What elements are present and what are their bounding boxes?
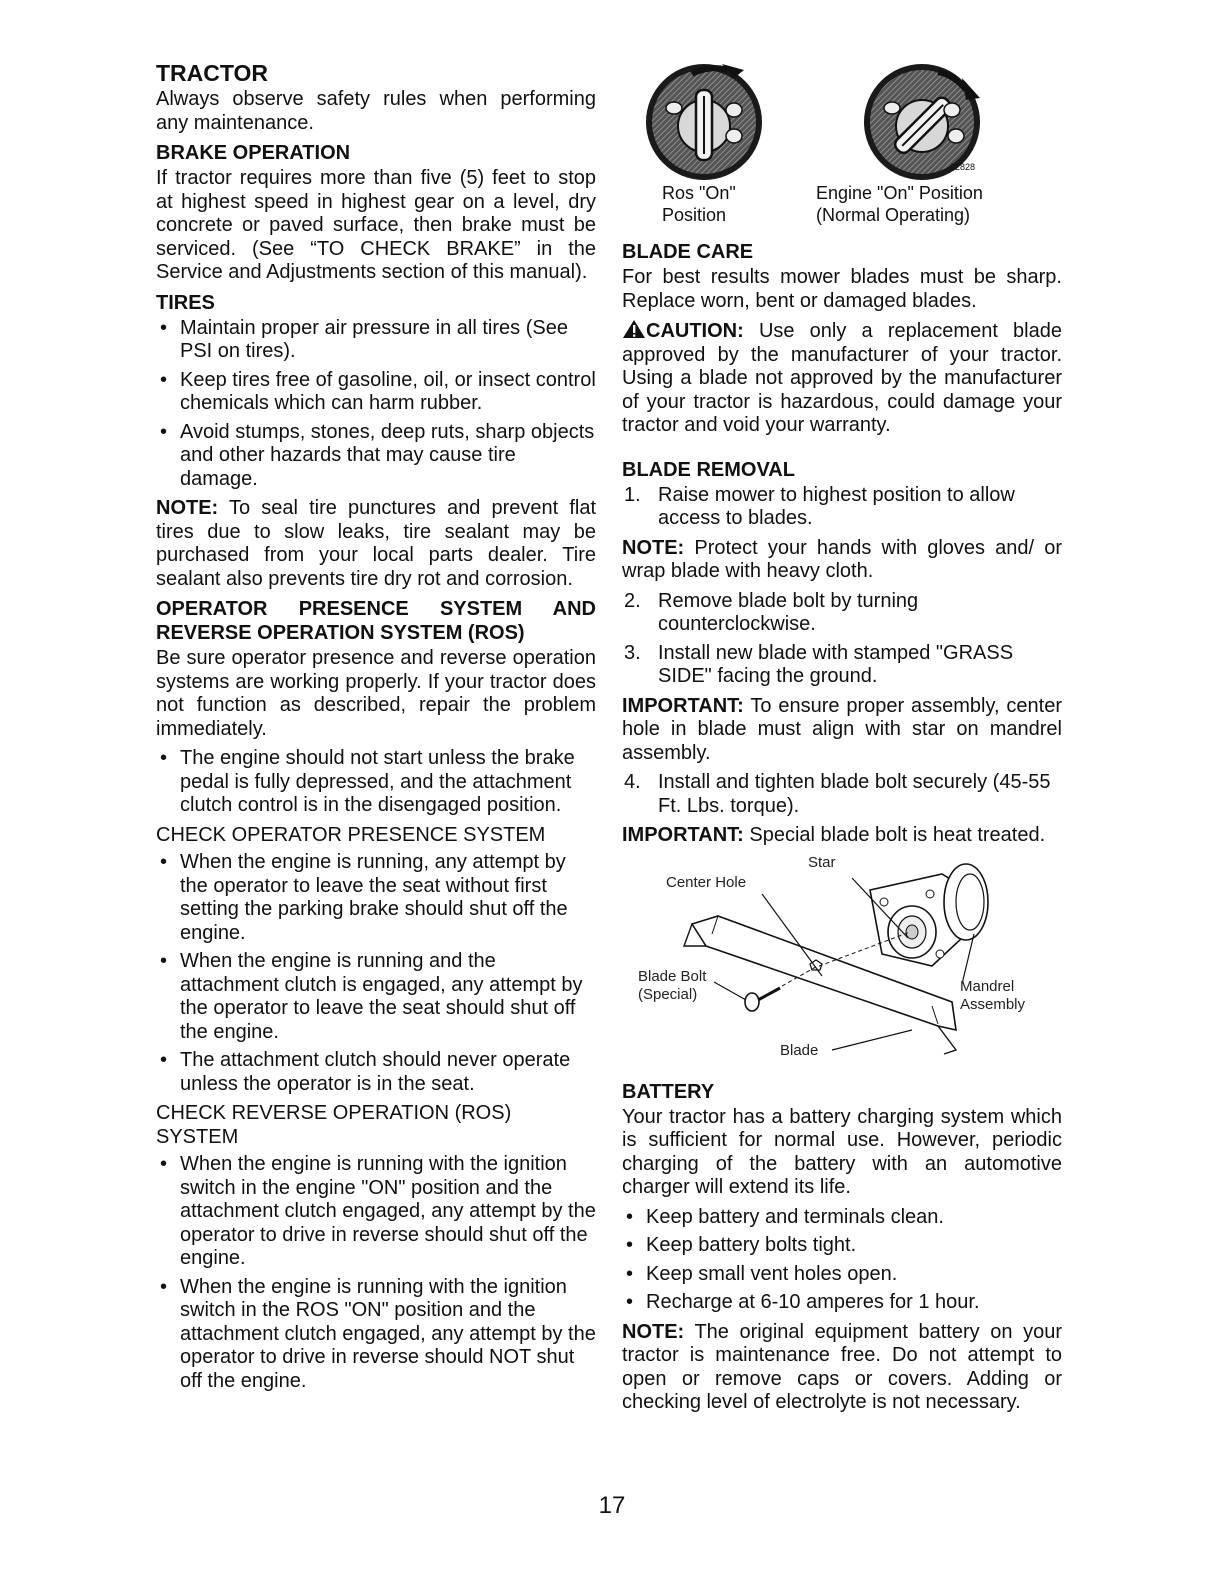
- note-label: NOTE:: [156, 497, 219, 519]
- caution-text: [622, 319, 1062, 438]
- battery-note: [622, 1321, 1062, 1415]
- label-blade-bolt-line1: Blade Bolt: [638, 967, 707, 985]
- battery-text: Your tractor has a battery charging system which is sufficient for normal use. However, periodic charging of the battery with an automotive charger will extend its life.: [622, 1105, 1062, 1198]
- engine-on-caption-line2: (Normal Operating): [816, 205, 971, 225]
- list-item: • When the engine is running and the attachment clutch is engaged, any attempt by the operator to leave the seat should shut off the engine.: [156, 950, 596, 1044]
- list-item: 4. Install and tighten blade bolt securely (45-55 Ft. Lbs. torque).: [624, 771, 1051, 817]
- important-text: Special blade bolt is heat treated.: [749, 824, 1046, 846]
- brake-operation-heading: BRAKE OPERATION: [156, 142, 351, 164]
- list-item: • Keep battery and terminals clean.: [622, 1206, 1062, 1230]
- label-blade-bolt-line2: (Special): [638, 985, 698, 1003]
- battery-list: [622, 1206, 1062, 1315]
- blade-removal-steps-a: [622, 484, 1062, 531]
- list-item: • When the engine is running with the ignition switch in the engine "ON" position and the attachment clutch engaged, any attempt by the operator to drive in reverse should shut off the engine.: [156, 1153, 596, 1271]
- label-star: Star: [808, 853, 836, 871]
- blade-removal-heading: BLADE REMOVAL: [622, 458, 795, 481]
- blade-assembly-figure: [622, 854, 1062, 1074]
- battery-heading: BATTERY: [622, 1080, 715, 1103]
- check-ros-list: [156, 1153, 596, 1393]
- blade-care-text: For best results mower blades must be sharp. Replace worn, bent or damaged blades.: [622, 266, 1062, 312]
- important-note-1: [622, 695, 1062, 766]
- ros-on-caption-line1: Ros "On": [662, 183, 736, 203]
- note-label: NOTE:: [622, 1320, 685, 1343]
- check-ops-heading: CHECK OPERATOR PRESENCE SYSTEM: [156, 823, 546, 846]
- tires-list: [156, 317, 596, 492]
- section-title-tractor: TRACTOR: [156, 60, 269, 86]
- list-item: • Maintain proper air pressure in all tires (See PSI on tires).: [156, 317, 596, 364]
- list-item: 1. Raise mower to highest position to allow access to blades.: [624, 483, 1015, 529]
- list-item: • Keep small vent holes open.: [622, 1263, 1062, 1287]
- tires-note: [156, 497, 596, 591]
- ignition-switch-illustration: [622, 60, 1062, 190]
- blade-removal-note: [622, 537, 1062, 584]
- blade-removal-steps-c: [622, 771, 1062, 818]
- important-label: IMPORTANT:: [622, 824, 744, 846]
- caution-label: CAUTION:: [646, 320, 744, 342]
- ops-heading: OPERATOR PRESENCE SYSTEM AND REVERSE OPERATION SYSTEM (ROS): [156, 598, 596, 644]
- ros-on-switch-icon: [646, 64, 762, 180]
- ops-text: Be sure operator presence and reverse operation systems are working properly. If your tractor does not function as described, repair the problem immediately.: [156, 647, 596, 740]
- list-item: • The engine should not start unless the brake pedal is fully depressed, and the attachment clutch control is in the disengaged position.: [156, 747, 596, 818]
- label-mandrel-line1: Mandrel: [960, 977, 1015, 995]
- important-label: IMPORTANT:: [622, 694, 744, 717]
- engine-on-caption-line1: Engine "On" Position: [816, 183, 983, 203]
- page-number: 17: [598, 1492, 626, 1519]
- list-item: • Keep battery bolts tight.: [622, 1234, 1062, 1258]
- label-mandrel-line2: Assembly: [960, 995, 1026, 1013]
- note-text: The original equipment battery on your tractor is maintenance free. Do not attempt to open or remove caps or covers. Adding or checking level of electrolyte is not necessary.: [622, 1320, 1063, 1413]
- check-ros-heading: CHECK REVERSE OPERATION (ROS) SYSTEM: [156, 1102, 512, 1148]
- important-note-2: [622, 824, 1062, 848]
- list-item: • Avoid stumps, stones, deep ruts, sharp objects and other hazards that may cause tire damage.: [156, 421, 596, 492]
- label-center-hole: Center Hole: [666, 873, 747, 891]
- caution-body: Use only a replacement blade approved by the manufacturer of your tractor. Using a blade not approved by the manufacturer of your tractor is hazardous, could damage your tractor and void your warranty.: [622, 320, 1062, 436]
- list-item: • Keep tires free of gasoline, oil, or insect control chemicals which can harm rubber.: [156, 369, 596, 416]
- note-label: NOTE:: [622, 536, 685, 559]
- ignition-switch-figure: [622, 60, 1062, 236]
- note-text: Protect your hands with gloves and/ or wrap blade with heavy cloth.: [622, 536, 1063, 582]
- list-item: 2. Remove blade bolt by turning counterclockwise.: [624, 589, 919, 635]
- list-item: • Recharge at 6-10 amperes for 1 hour.: [622, 1291, 1062, 1315]
- left-column: [156, 60, 596, 1399]
- list-item: • When the engine is running, any attempt by the operator to leave the seat without first setting the parking brake should shut off the engine.: [156, 851, 596, 945]
- label-blade: Blade: [780, 1041, 819, 1059]
- important-text: To ensure proper assembly, center hole in blade must align with star on mandrel assembly.: [622, 694, 1062, 764]
- brake-operation-text: If tractor requires more than five (5) feet to stop at highest speed in highest gear on a level, dry concrete or paved surface, then brake must be serviced. (See “TO CHECK BRAKE” in the Service and Adjustments section of this manual).: [156, 167, 596, 283]
- ops-list: [156, 747, 596, 818]
- note-text: To seal tire punctures and prevent flat tires due to slow leaks, tire sealant may be purchased from your local parts dealer. Tire sealant also prevents tire dry rot and corrosion.: [156, 497, 596, 590]
- list-item: 3. Install new blade with stamped "GRASS SIDE" facing the ground.: [624, 641, 1014, 687]
- list-item: • The attachment clutch should never operate unless the operator is in the seat.: [156, 1049, 596, 1096]
- blade-removal-steps-b: [622, 590, 1062, 689]
- check-ops-list: [156, 851, 596, 1096]
- blade-care-heading: BLADE CARE: [622, 241, 754, 263]
- ros-on-caption-line2: Position: [662, 205, 727, 225]
- list-item: • When the engine is running with the ignition switch in the ROS "ON" position and the attachment clutch engaged, any attempt by the operator to drive in reverse should NOT shut off the engine.: [156, 1276, 596, 1394]
- tractor-intro: Always observe safety rules when performing any maintenance.: [156, 88, 596, 134]
- tires-heading: TIRES: [156, 291, 215, 314]
- right-column: [622, 60, 1062, 1421]
- warning-triangle-icon: [622, 319, 646, 339]
- switch-code: 02828: [950, 162, 976, 172]
